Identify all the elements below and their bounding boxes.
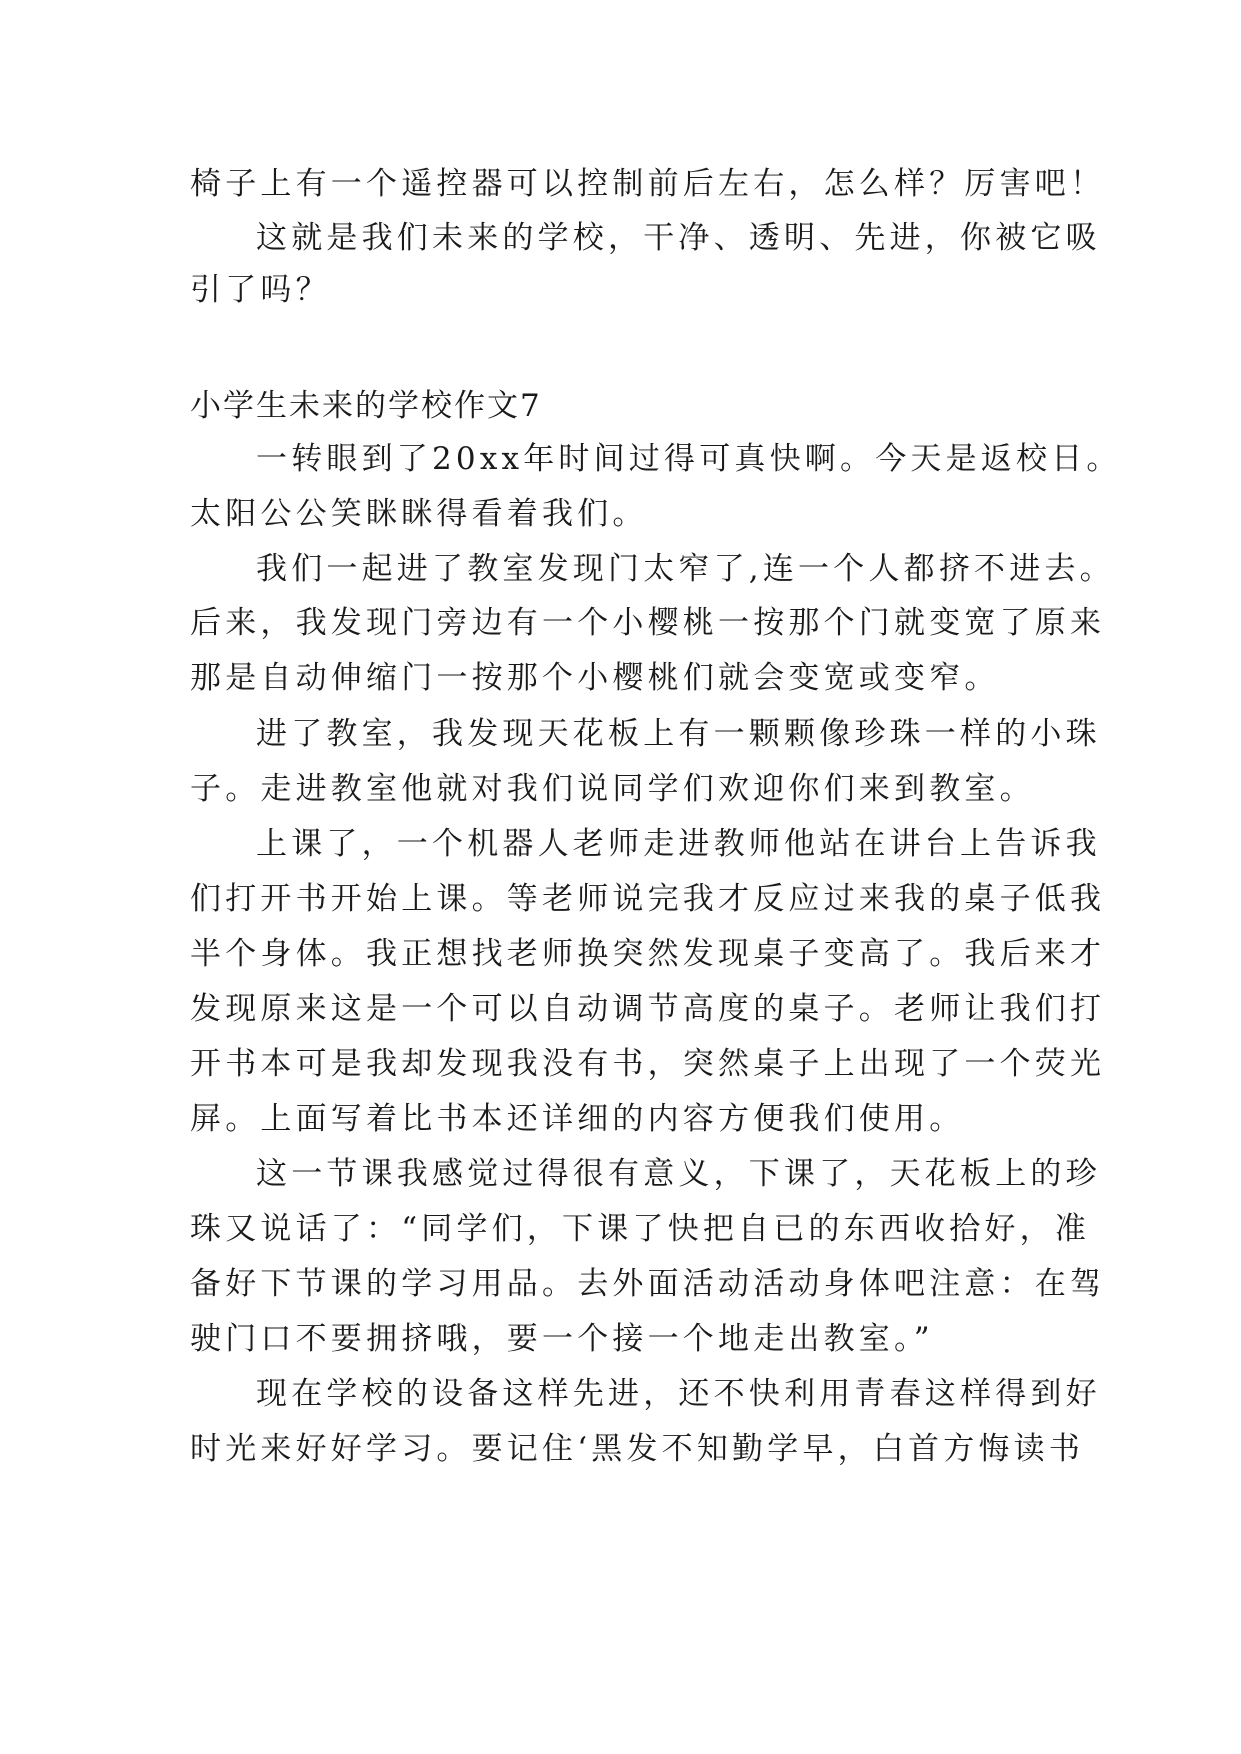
text-line: 半个身体。我正想找老师换突然发现桌子变高了。我后来才 bbox=[190, 936, 1106, 972]
paragraph-start-line: 现在学校的设备这样先进，还不快利用青春这样得到好 bbox=[256, 1376, 1101, 1412]
paragraph-start-line: 这一节课我感觉过得很有意义，下课了，天花板上的珍 bbox=[256, 1156, 1101, 1192]
text-line: 开书本可是我却发现我没有书，突然桌子上出现了一个荧光 bbox=[190, 1046, 1106, 1082]
paragraph-start-line: 上课了，一个机器人老师走进教师他站在讲台上告诉我 bbox=[256, 826, 1101, 862]
text-line: 椅子上有一个遥控器可以控制前后左右，怎么样？厉害吧！ bbox=[190, 166, 1106, 202]
text-line: 引了吗？ bbox=[190, 272, 331, 308]
text-line: 后来，我发现门旁边有一个小樱桃一按那个门就变宽了原来 bbox=[190, 605, 1106, 641]
text-line: 时光来好好学习。要记住‘黑发不知勤学早，白首方悔读书 bbox=[190, 1431, 1085, 1467]
section-title: 小学生未来的学校作文7 bbox=[190, 388, 542, 424]
text-line: 太阳公公笑眯眯得看着我们。 bbox=[190, 496, 648, 532]
text-line: 珠又说话了：“同学们，下课了快把自已的东西收拾好，准 bbox=[190, 1211, 1091, 1247]
paragraph-start-line: 一转眼到了20xx年时间过得可真快啊。今天是返校日。 bbox=[256, 441, 1122, 477]
text-line: 们打开书开始上课。等老师说完我才反应过来我的桌子低我 bbox=[190, 881, 1106, 917]
paragraph-start-line: 我们一起进了教室发现门太窄了,连一个人都挤不进去。 bbox=[256, 551, 1115, 587]
text-line: 驶门口不要拥挤哦，要一个接一个地走出教室。” bbox=[190, 1321, 934, 1357]
text-line: 发现原来这是一个可以自动调节高度的桌子。老师让我们打 bbox=[190, 991, 1106, 1027]
paragraph-start-line: 进了教室，我发现天花板上有一颗颗像珍珠一样的小珠 bbox=[256, 716, 1101, 752]
text-line: 屏。上面写着比书本还详细的内容方便我们使用。 bbox=[190, 1101, 965, 1137]
paragraph-start-line: 这就是我们未来的学校，干净、透明、先进，你被它吸 bbox=[256, 220, 1101, 256]
text-line: 备好下节课的学习用品。去外面活动活动身体吧注意：在驾 bbox=[190, 1266, 1106, 1302]
text-line: 那是自动伸缩门一按那个小樱桃们就会变宽或变窄。 bbox=[190, 660, 1000, 696]
text-line: 子。走进教室他就对我们说同学们欢迎你们来到教室。 bbox=[190, 771, 1035, 807]
